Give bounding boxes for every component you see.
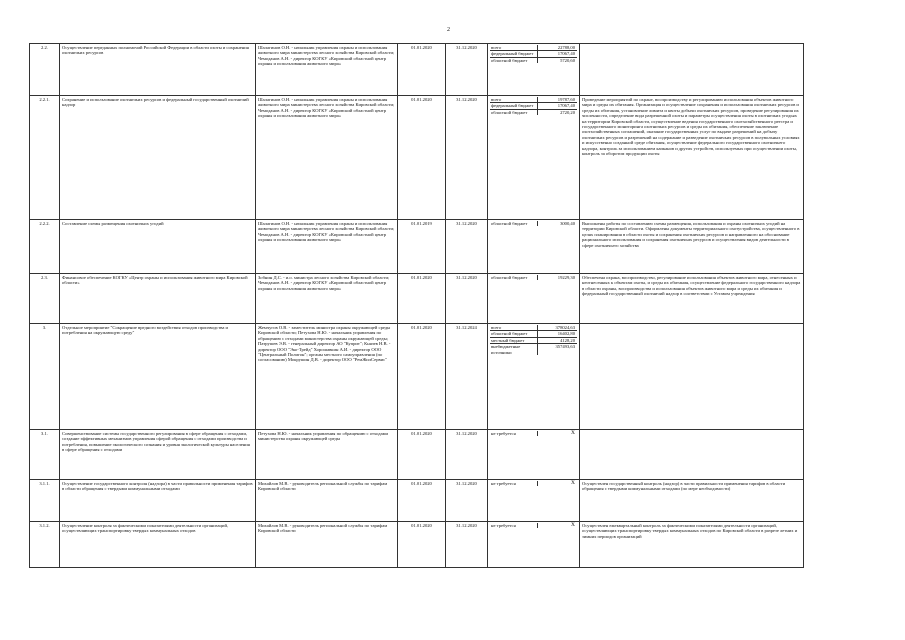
table-row xyxy=(30,96,804,220)
funding-label: не требуется xyxy=(491,523,516,528)
event-name: Составление схемы размещения охотничьих угодий xyxy=(60,220,256,274)
funding-label: областной бюджет xyxy=(491,221,528,226)
funding-label: не требуется xyxy=(491,481,516,486)
row-number: 3.1.2. xyxy=(30,522,60,568)
funding-label: областной бюджет xyxy=(491,57,528,63)
funding-sources xyxy=(488,44,580,96)
event-name: Отдельное мероприятие "Сокращение вредного воздействия отходов производства и потребления на окружающую среду" xyxy=(60,324,256,430)
funding-label: всего xyxy=(491,45,502,50)
start-date: 01.01.2020 xyxy=(398,324,446,430)
funding-sources xyxy=(488,324,580,430)
funding-amount: 3000,40 xyxy=(537,221,576,226)
end-date: 31.12.2020 xyxy=(446,96,488,220)
funding-row xyxy=(490,481,577,486)
expected-result: Осуществлен ежеквартальный контроль за фактическими показателями деятельности организаций, осуществляющих транспортировку твердых коммунальных отходов по Кировской области в разрезе летних и зимних периодов организаций xyxy=(580,522,804,568)
program-table xyxy=(29,43,804,568)
funding-row xyxy=(490,344,577,355)
end-date: 31.12.2020 xyxy=(446,480,488,522)
start-date: 01.01.2020 xyxy=(398,522,446,568)
responsible: Шалагинов О.Н. - начальник управления охраны и использования животного мира министерства лесного хозяйства Кировской области; Чемоданов А.Н. - директор КОГКУ «Кировский областной центр охраны и использования животного мира» xyxy=(256,220,398,274)
row-number: 3.1.1. xyxy=(30,480,60,522)
start-date: 01.01.2020 xyxy=(398,274,446,324)
expected-result: Выполнены работы по составлению схемы размещения, использования и охраны охотничьих угодий на территории Кировской области. Оформлены документы территориального охотустройства, осуществленного в целях планирования в области охоты и сохранения охотничьих ресурсов и направленного на обоснование рационального использования и сохранения охотничьих ресурсов и осуществления видов деятельности в сфере охотничьего хозяйства xyxy=(580,220,804,274)
expected-result: Обеспечена охрана, воспроизводство, регулирование использования объектов животного мира, отнесенных и неотнесенных к объектам охоты, и среды их обитания, осуществление федерального государственного надзора в области охраны, воспроизводства и использования объектов животного мира и среды их обитания и федеральный государственный охотничий надзор в соответствии с Уставом учреждения xyxy=(580,274,804,324)
funding-amount: 4128,20 xyxy=(537,338,576,343)
row-number: 2.3. xyxy=(30,274,60,324)
funding-amount: 17067,40 xyxy=(537,51,576,56)
responsible: Зобнин Д.С. - и.о. министра лесного хозяйства Кировской области; Чемоданов А.Н. - директор КОГКУ «Кировский областной центр охраны и использования животного мира» xyxy=(256,274,398,324)
funding-label: областной бюджет xyxy=(491,331,528,337)
row-number: 3.1. xyxy=(30,430,60,480)
table-row xyxy=(30,220,804,274)
funding-amount: 5720,60 xyxy=(537,58,576,63)
table-row xyxy=(30,324,804,430)
funding-label: областной бюджет xyxy=(491,275,528,280)
table-row xyxy=(30,522,804,568)
expected-result xyxy=(580,430,804,480)
responsible: Михайлов М.В. - руководитель региональной службы по тарифам Кировской области xyxy=(256,480,398,522)
funding-sources xyxy=(488,96,580,220)
end-date: 31.12.2024 xyxy=(446,324,488,430)
event-name: Осуществление переданных полномочий Российской Федерации в области охоты и сохранения охотничьих ресурсов xyxy=(60,44,256,96)
funding-label: федеральный бюджет xyxy=(491,103,534,109)
table-body xyxy=(30,44,804,568)
funding-amount: X xyxy=(537,523,576,528)
funding-amount: 22788,00 xyxy=(537,45,576,50)
event-name: Сохранение и использование охотничьих ресурсов и федеральный государственный охотничий надзор xyxy=(60,96,256,220)
funding-sources xyxy=(488,220,580,274)
responsible: Петухова Н.Ю. - начальник управления по обращению с отходами министерства охраны окружающей среды xyxy=(256,430,398,480)
funding-amount: 19229,30 xyxy=(537,275,576,280)
funding-amount: 16402,80 xyxy=(537,331,576,336)
funding-sources xyxy=(488,430,580,480)
start-date: 01.01.2019 xyxy=(398,220,446,274)
end-date: 31.12.2020 xyxy=(446,522,488,568)
funding-label: областной бюджет xyxy=(491,109,528,115)
funding-amount: 357493,63 xyxy=(537,344,576,355)
funding-amount: 378024,63 xyxy=(537,325,576,330)
funding-label: не требуется xyxy=(491,431,516,436)
funding-row xyxy=(490,110,577,115)
row-number: 2.2.2. xyxy=(30,220,60,274)
funding-sources xyxy=(488,522,580,568)
funding-row xyxy=(490,431,577,436)
responsible: Михайлов М.В. - руководитель региональной службы по тарифам Кировской области xyxy=(256,522,398,568)
funding-row xyxy=(490,523,577,528)
funding-sources xyxy=(488,274,580,324)
event-name: Осуществление государственного контроля (надзора) в части правильности применения тарифов в области обращения с твердыми коммунальными отходами xyxy=(60,480,256,522)
end-date: 31.12.2020 xyxy=(446,430,488,480)
start-date: 01.01.2020 xyxy=(398,480,446,522)
row-number: 2.2.1. xyxy=(30,96,60,220)
responsible: Жемчугов О.В. - заместитель министра охраны окружающей среды Кировской области; Петухова Н.Ю. - начальник управления по обращению с отходами министерства охраны окружающей среды; Патрушев Э.В. - генеральный директор АО "Куприт"; Князев Н.В. - директор ООО "Эко-Трейд" Хорошавкин А.И. - директор ООО "Центральный Полигон"; органы местного самоуправления (по согласованию) Мокрушин Д.В. - директор ООО "РемЖилСервис" xyxy=(256,324,398,430)
row-number: 2.2. xyxy=(30,44,60,96)
expected-result: Проведение мероприятий по охране, воспроизводству и регулированию использования объектов животного мира и среды их обитания. Организация и осуществление сохранения и использования охотничьих ресурсов и среды их обитания, установление лимита и квоты добычи охотничьих ресурсов, проведение регулирования их численности, определение вида разрешенной охоты и параметры осуществления охоты в охотничьих угодьях на территории Кировской области, осуществление ведения государственного охотхозяйственного реестра и государственного мониторинга охотничьих ресурсов и среды их обитания, обеспечение заключение охотхозяйственных соглашений, оказание государственных услуг по выдаче разрешений на добычу охотничьих ресурсов и разрешений на содержание и разведение охотничьих ресурсов в полувольных условиях и искусственно созданной среде обитания, осуществление федерального государственного охотничьего надзора, контроль за использованием капканов и других устройств, используемых при осуществлении охоты, контроль за оборотом продукции охоты xyxy=(580,96,804,220)
responsible: Шалагинов О.Н. - начальник управления охраны и использования животного мира министерства лесного хозяйства Кировской области; Чемоданов А.Н. - директор КОГКУ «Кировский областной центр охраны и использования животного мира» xyxy=(256,96,398,220)
table-row xyxy=(30,480,804,522)
funding-amount: 2720,20 xyxy=(537,110,576,115)
start-date: 01.01.2020 xyxy=(398,430,446,480)
funding-label: всего xyxy=(491,97,502,102)
funding-label: федеральный бюджет xyxy=(491,51,534,57)
end-date: 31.12.2020 xyxy=(446,220,488,274)
funding-amount: X xyxy=(537,481,576,486)
funding-row xyxy=(490,275,577,280)
funding-sources xyxy=(488,480,580,522)
start-date: 01.01.2020 xyxy=(398,96,446,220)
expected-result: Осуществлен государственный контроль (надзор) в части правильности применения тарифов в области обращения с твердыми коммунальными отходами (по мере необходимости) xyxy=(580,480,804,522)
table-row xyxy=(30,274,804,324)
page-number: 2 xyxy=(447,27,450,33)
end-date: 31.12.2020 xyxy=(446,274,488,324)
end-date: 31.12.2020 xyxy=(446,44,488,96)
funding-label: местный бюджет xyxy=(491,337,525,343)
funding-label: внебюджетные источники xyxy=(491,344,521,355)
event-name: Совершенствование системы государственного регулирования в сфере обращения с отходами, создание эффективных механизмов управления сферой обращения с отходами производства и потребления, повышение экологического сознания и уровня экологической культуры населения в сфере обращения с отходами xyxy=(60,430,256,480)
funding-amount: 19787,60 xyxy=(537,97,576,102)
table-row xyxy=(30,430,804,480)
start-date: 01.01.2020 xyxy=(398,44,446,96)
expected-result xyxy=(580,44,804,96)
funding-label: всего xyxy=(491,325,502,330)
table-row xyxy=(30,44,804,96)
expected-result xyxy=(580,324,804,430)
funding-row xyxy=(490,221,577,226)
row-number: 3. xyxy=(30,324,60,430)
funding-row xyxy=(490,58,577,63)
responsible: Шалагинов О.Н. - начальник управления охраны и использования животного мира министерства лесного хозяйства Кировской области; Чемоданов А.Н. - директор КОГКУ «Кировский областной центр охраны и использования животного мира» xyxy=(256,44,398,96)
funding-amount: 17067,40 xyxy=(537,103,576,108)
event-name: Осуществление контроля за фактическими показателями деятельности организаций, осуществляющих транспортировку твердых коммунальных отходов xyxy=(60,522,256,568)
funding-amount: X xyxy=(537,431,576,436)
event-name: Финансовое обеспечение КОГКУ «Центр охраны и использования животного мира Кировской области» xyxy=(60,274,256,324)
